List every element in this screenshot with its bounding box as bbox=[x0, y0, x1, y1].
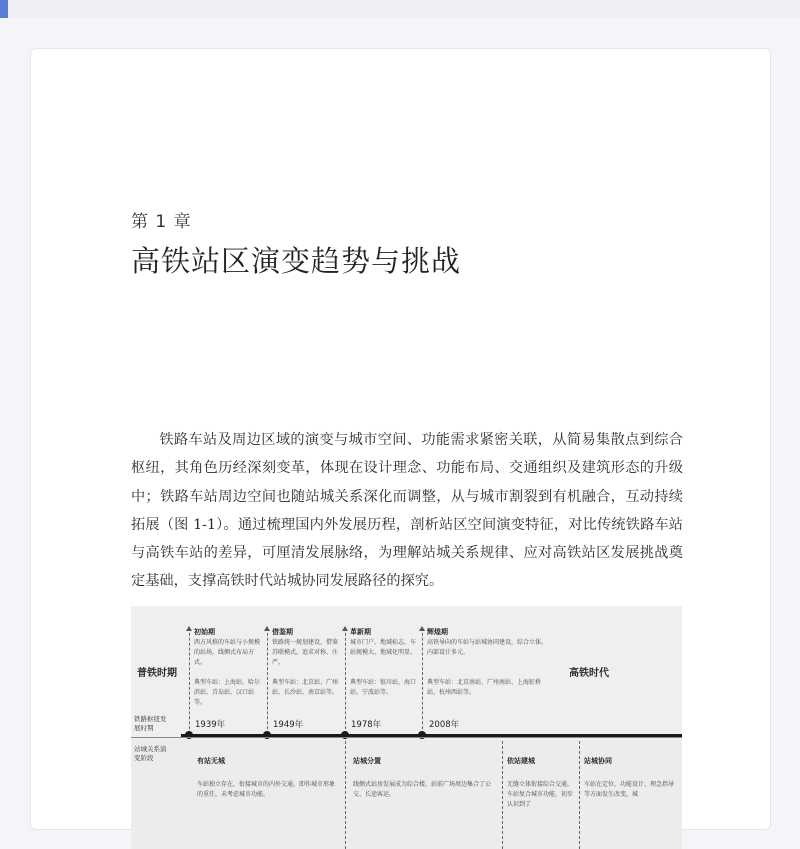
phase-examples: 典型车站：北京南站、广州南站、上海虹桥站、杭州西站等。 bbox=[427, 679, 542, 696]
era-label-left: 普铁时期 bbox=[137, 668, 177, 679]
phase-examples: 典型车站：上海站、哈尔滨站、青岛站、汉口站等。 bbox=[194, 679, 261, 706]
stage-title: 站城协同 bbox=[584, 757, 612, 765]
stage-desc: 无缝立体衔接综合交通，车站复合城市功能，初步认识到了 bbox=[507, 781, 574, 808]
year-label: 1939年 bbox=[195, 720, 226, 730]
year-label: 1978年 bbox=[351, 720, 382, 730]
stage-desc: 车站在定位、功能设计、理念指导等方面发生改变，城 bbox=[584, 781, 675, 798]
arrow-up-icon bbox=[264, 626, 270, 631]
stage-desc: 车站独立存在，衔接城市的内外交通，即作城市形象的重任，未考虑城市功能。 bbox=[197, 781, 336, 798]
brand-accent bbox=[0, 0, 8, 18]
phase-divider bbox=[267, 628, 268, 734]
body-paragraph: 铁路车站及周边区域的演变与城市空间、功能需求紧密关联，从简易集散点到综合枢纽，其角色历经深刻变革，体现在设计理念、功能布局、交通组织及建筑形态的升级中；铁路车站周边空间也随站城关系深化而调整，从与城市割裂到有机融合，互动持续拓展（图 1-1）。通过梳理国内外发展历程，剖析站区空间演变特征，对比传统铁路车站与高铁车站的差异，可厘清发展脉络，为理解站城关系规律、应对高铁站区发展挑战奠定基础，支撑高铁时代站城协同发展路径的探究。 bbox=[131, 432, 683, 590]
phase-divider bbox=[345, 628, 346, 734]
stage-divider bbox=[579, 741, 580, 849]
document-page bbox=[30, 48, 771, 830]
row-label-hub-period: 铁路枢纽发展时期 bbox=[134, 715, 167, 732]
phase-title: 初始期 bbox=[194, 628, 215, 636]
row-label-relation-stage: 站城关系演变阶段 bbox=[134, 745, 167, 762]
phase-divider bbox=[422, 628, 423, 734]
phase-divider bbox=[189, 628, 190, 734]
phase-desc: 西方风格的车站与小规模的站场，线侧式布局方式。 bbox=[194, 639, 261, 666]
phase-desc: 高铁导向的车站与站城协同建设，综合立体，内部设计多元。 bbox=[427, 639, 548, 656]
chapter-number: 第 1 章 bbox=[131, 212, 192, 232]
arrow-up-icon bbox=[342, 626, 348, 631]
figure-timeline bbox=[131, 606, 682, 849]
stage-divider bbox=[502, 741, 503, 849]
phase-title: 借鉴期 bbox=[272, 628, 293, 636]
section-separator bbox=[131, 737, 682, 738]
year-label: 1949年 bbox=[273, 720, 304, 730]
arrow-up-icon bbox=[419, 626, 425, 631]
stage-desc: 线侧式站房发展成为综合楼，站前广场周边集合了公交、长途客运。 bbox=[353, 781, 492, 798]
phase-examples: 典型车站：银川站、海口站、宁波站等。 bbox=[350, 679, 417, 696]
era-label-right: 高铁时代 bbox=[569, 668, 609, 679]
phase-title: 革新期 bbox=[350, 628, 371, 636]
phase-desc: 铁路统一规划建设，借鉴苏联模式，追求对称、庄严。 bbox=[272, 639, 339, 666]
stage-title: 站城分置 bbox=[353, 757, 381, 765]
stage-title: 有站无城 bbox=[197, 757, 225, 765]
chapter-title: 高铁站区演变趋势与挑战 bbox=[131, 244, 462, 278]
year-label: 2008年 bbox=[429, 720, 460, 730]
top-strip bbox=[0, 0, 800, 18]
stage-title: 依站建城 bbox=[507, 757, 535, 765]
stage-divider bbox=[345, 741, 346, 849]
phase-title: 辉煌期 bbox=[427, 628, 448, 636]
phase-desc: 城市门户、地域标志，车站规模大、地域化明显。 bbox=[350, 639, 417, 656]
arrow-up-icon bbox=[186, 626, 192, 631]
phase-examples: 典型车站：北京站、广州站、长沙站、南京站等。 bbox=[272, 679, 339, 696]
